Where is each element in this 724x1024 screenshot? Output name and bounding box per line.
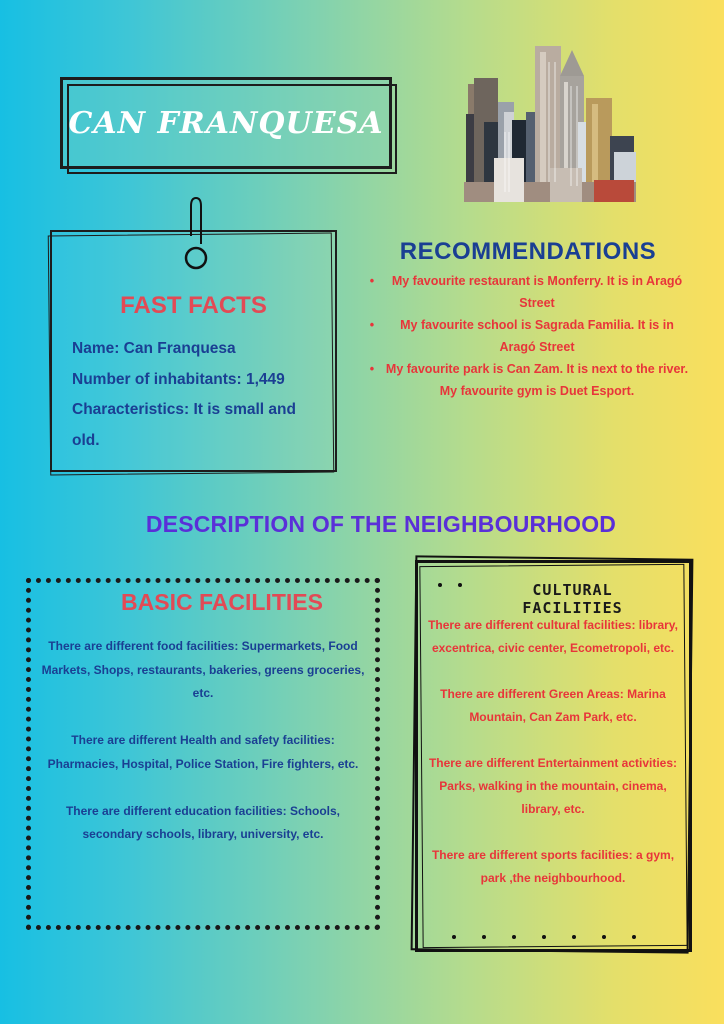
list-item [360, 314, 690, 358]
list-item [360, 270, 690, 314]
recommendation-text: My favourite park is Can Zam. It is next to the river. [385, 362, 689, 376]
bullet-icon: • [369, 318, 375, 332]
entertainment-paragraph: There are different Entertainment activities: Parks, walking in the mountain, cinema, library, etc. [428, 756, 678, 816]
dots-decoration [450, 932, 670, 942]
basic-health-paragraph: There are different Health and safety facilities: Pharmacies, Hospital, Police Station, Fire fighters, etc. [47, 733, 359, 771]
sports-paragraph: There are different sports facilities: a gym, park ,the neighbourhood. [431, 848, 675, 885]
cultural-facilities-body [425, 614, 681, 913]
description-heading: DESCRIPTION OF THE NEIGHBOURHOOD [145, 511, 617, 537]
fact-characteristics-cont: old. [72, 431, 100, 449]
fast-facts-list [72, 334, 332, 456]
basic-education-paragraph: There are different education facilities: Schools, secondary schools, library, university, etc. [65, 803, 341, 841]
basic-facilities-body [36, 635, 370, 870]
recommendation-extra: My favourite gym is Duet Esport. [439, 384, 635, 398]
fast-facts-heading: FAST FACTS [120, 292, 267, 319]
paper-clip-pin-icon [178, 196, 214, 276]
city-skyline-illustration [460, 42, 640, 204]
fact-inhabitants: Number of inhabitants: 1,449 [72, 370, 285, 388]
page-title: CAN FRANQUESA [68, 106, 384, 141]
title-banner [60, 77, 392, 169]
list-item [360, 358, 690, 380]
cultural-paragraph: There are different cultural facilities: library, excentrica, civic center, Ecometropoli, etc. [428, 618, 678, 655]
recommendation-text: My favourite restaurant is Monferry. It is in Aragó Street [391, 274, 683, 310]
recommendations-list [360, 270, 690, 402]
cultural-facilities-heading: CULTURAL FACILITIES [522, 581, 623, 617]
dots-decoration [436, 579, 480, 591]
recommendation-text: My favourite school is Sagrada Familia. It is in Aragó Street [400, 318, 674, 354]
bullet-icon: • [369, 274, 375, 288]
recommendations-heading: RECOMMENDATIONS [399, 238, 657, 265]
fact-name: Name: Can Franquesa [72, 340, 236, 357]
basic-food-paragraph: There are different food facilities: Supermarkets, Food Markets, Shops, restaurants, bakeries, greens groceries, etc. [41, 639, 365, 700]
bullet-icon: • [369, 362, 375, 376]
green-areas-paragraph: There are different Green Areas: Marina Mountain, Can Zam Park, etc. [440, 687, 666, 724]
fact-characteristics: Characteristics: It is small and [72, 401, 296, 418]
basic-facilities-heading: BASIC FACILITIES [121, 589, 323, 615]
